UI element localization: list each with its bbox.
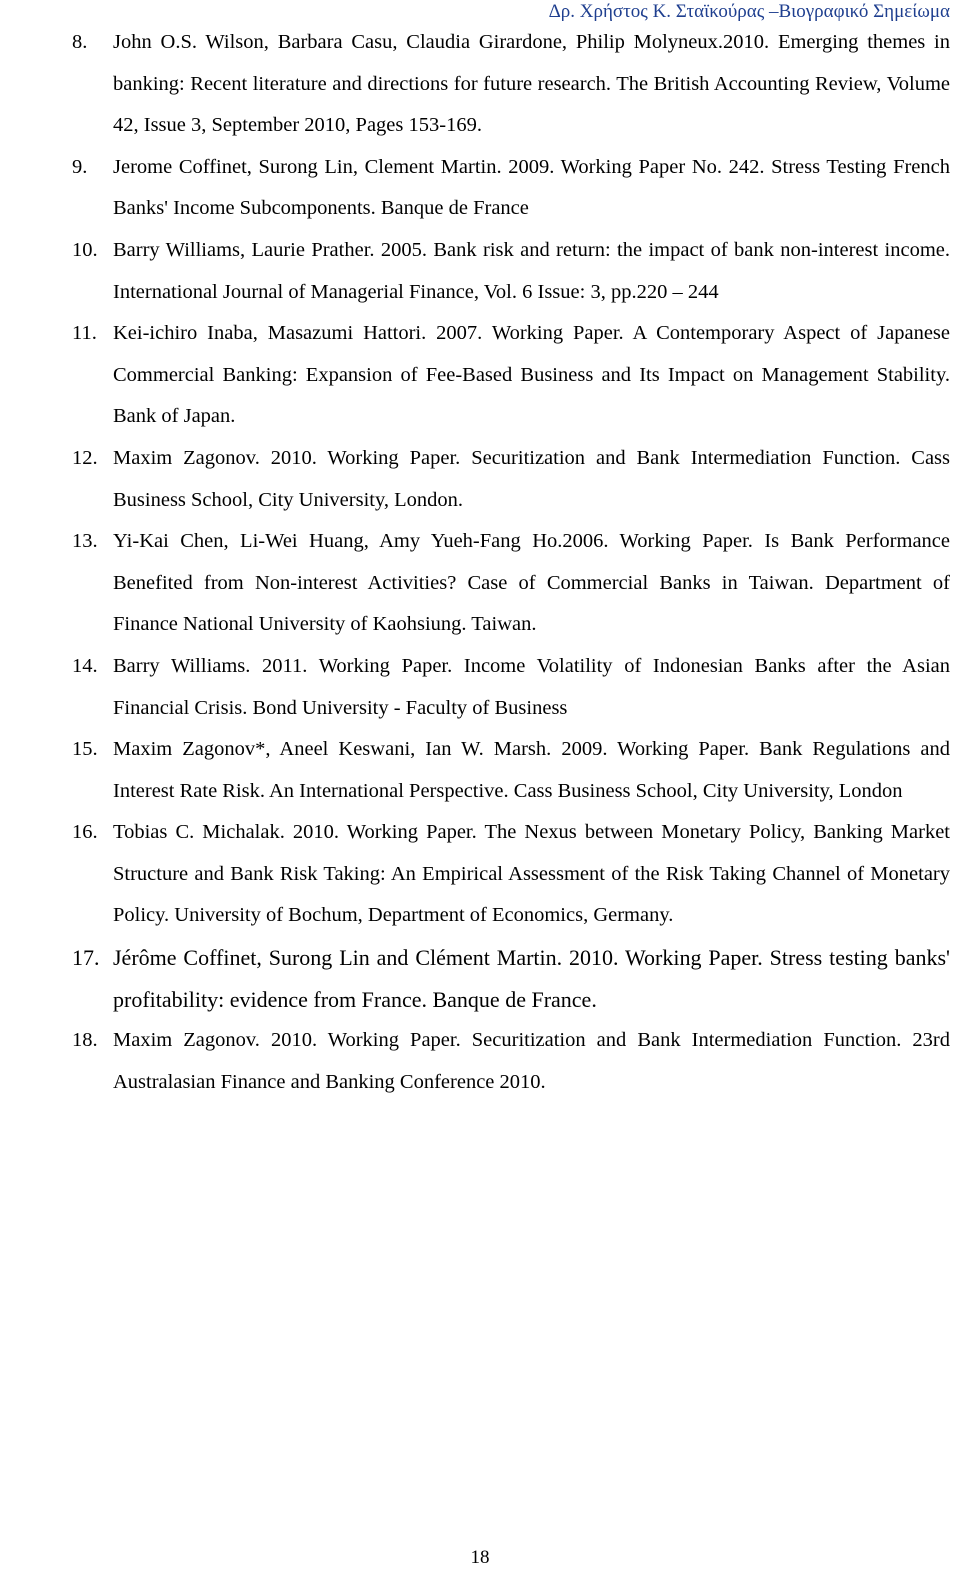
- reference-number: 10.: [72, 238, 98, 261]
- reference-number: 18.: [72, 1029, 98, 1052]
- reference-item: [72, 521, 950, 646]
- reference-item: [72, 313, 950, 438]
- reference-item: [72, 438, 950, 521]
- reference-item: [72, 22, 950, 147]
- reference-text: Tobias C. Michalak. 2010. Working Paper. The Nexus between Monetary Policy, Banking Market Structure and Bank Risk Taking: An Empirical Assessment of the Risk Taking Channel of Monetary Policy. University of Bochum, Department of Economics, Germany.: [113, 821, 950, 927]
- reference-number: 15.: [72, 738, 98, 761]
- reference-item: [72, 230, 950, 313]
- page-number: 18: [470, 1547, 490, 1568]
- reference-text: John O.S. Wilson, Barbara Casu, Claudia Girardone, Philip Molyneux.2010. Emerging themes in banking: Recent literature and directions for future research. The British Accounting Review, Volume 42, Issue 3, September 2010, Pages 153-169.: [113, 31, 950, 137]
- running-header: Δρ. Χρήστος Κ. Σταϊκούρας –Βιογραφικό Σημείωμα: [548, 1, 950, 22]
- reference-number: 17.: [72, 945, 100, 971]
- reference-text: Jerome Coffinet, Surong Lin, Clement Martin. 2009. Working Paper No. 242. Stress Testing French Banks' Income Subcomponents. Banque de France: [113, 155, 950, 220]
- reference-item: [72, 937, 950, 1020]
- reference-text: Kei-ichiro Inaba, Masazumi Hattori. 2007. Working Paper. A Contemporary Aspect of Japanese Commercial Banking: Expansion of Fee-Based Business and Its Impact on Management Stability. Bank of Japan.: [113, 322, 950, 428]
- reference-text: Maxim Zagonov. 2010. Working Paper. Securitization and Bank Intermediation Function. Cass Business School, City University, London.: [113, 446, 950, 511]
- reference-text: Jérôme Coffinet, Surong Lin and Clément Martin. 2010. Working Paper. Stress testing banks' profitability: evidence from France. Banque de France.: [113, 945, 950, 1012]
- reference-number: 16.: [72, 821, 98, 844]
- reference-number: 8.: [72, 31, 88, 53]
- reference-list: [72, 22, 950, 1103]
- reference-item: [72, 812, 950, 937]
- reference-item: [72, 729, 950, 812]
- reference-text: Barry Williams. 2011. Working Paper. Income Volatility of Indonesian Banks after the Asian Financial Crisis. Bond University - Faculty of Business: [113, 654, 950, 719]
- reference-item: [72, 1020, 950, 1103]
- reference-text: Maxim Zagonov*, Aneel Keswani, Ian W. Marsh. 2009. Working Paper. Bank Regulations and Interest Rate Risk. An International Perspective. Cass Business School, City University, London: [113, 738, 950, 802]
- reference-number: 9.: [72, 155, 88, 178]
- reference-item: [72, 147, 950, 230]
- reference-number: 14.: [72, 654, 98, 677]
- reference-text: Yi-Kai Chen, Li-Wei Huang, Amy Yueh-Fang Ho.2006. Working Paper. Is Bank Performance Benefited from Non-interest Activities? Case of Commercial Banks in Taiwan. Department of Finance National University of Kaohsiung. Taiwan.: [113, 530, 950, 636]
- reference-text: Barry Williams, Laurie Prather. 2005. Bank risk and return: the impact of bank non-interest income. International Journal of Managerial Finance, Vol. 6 Issue: 3, pp.220 – 244: [113, 238, 950, 303]
- reference-item: [72, 646, 950, 729]
- reference-number: 13.: [72, 530, 98, 553]
- reference-number: 11.: [72, 322, 97, 345]
- reference-text: Maxim Zagonov. 2010. Working Paper. Securitization and Bank Intermediation Function. 23rd Australasian Finance and Banking Conference 2010.: [113, 1029, 950, 1093]
- reference-number: 12.: [72, 446, 98, 469]
